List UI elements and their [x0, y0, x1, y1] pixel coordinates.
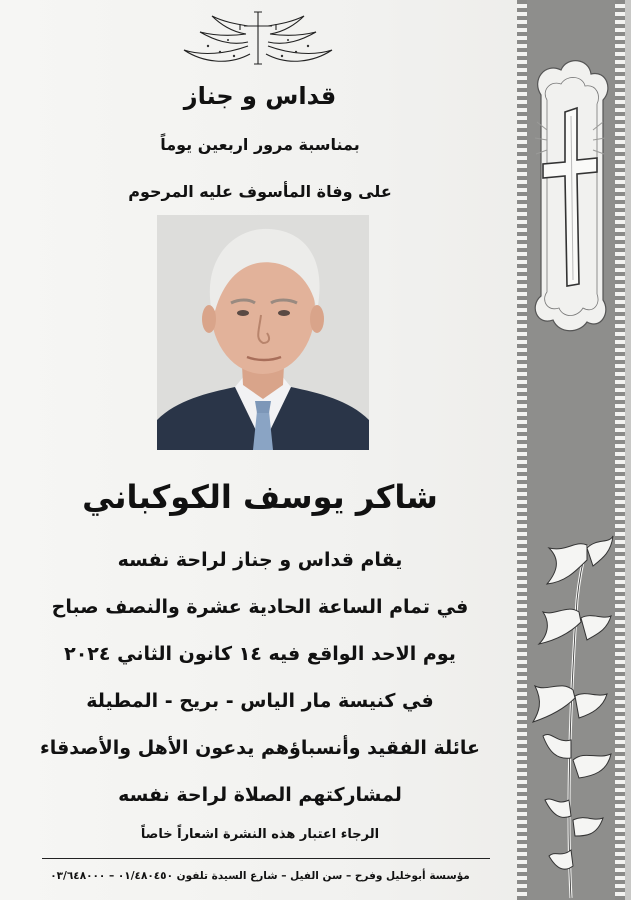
footer-divider: [42, 858, 490, 859]
mass-time: في تمام الساعة الحادية عشرة والنصف صباح: [51, 596, 469, 618]
deceased-name: شاكر يوسف الكوكباني: [82, 478, 438, 516]
side-border-stripe-right: [615, 0, 625, 900]
prayer-line: لمشاركتهم الصلاة لراحة نفسه: [118, 784, 402, 806]
footer-funeral-home: مؤسسة أبوخليل وفرح – سن الفيل – شارع السيدة تلفون ٠١/٤٨٠٤٥٠ – ٠٣/٦٤٨٠٠٠: [50, 870, 470, 882]
family-invitation: عائلة الفقيد وأنسباؤهم يدعون الأهل والأصدقاء: [40, 737, 480, 759]
subtitle-deceased: على وفاة المأسوف عليه المرحوم: [128, 182, 392, 201]
cross-ornament-icon: [178, 6, 338, 70]
portrait-photo: [157, 215, 369, 450]
mass-date: يوم الاحد الواقع فيه ١٤ كانون الثاني ٢٠٢٤: [64, 643, 456, 665]
cross-icon: [535, 61, 608, 331]
notice-line: الرجاء اعتبار هذه النشرة اشعاراً خاصاً: [140, 827, 380, 842]
lily-icon: [533, 536, 613, 898]
mass-location: في كنيسة مار الياس - بريح - المطيلة: [86, 690, 434, 712]
side-ornaments: [527, 0, 615, 900]
title: قداس و جناز: [183, 82, 337, 110]
mass-announcement: يقام قداس و جناز لراحة نفسه: [117, 549, 403, 571]
subtitle-occasion: بمناسبة مرور اربعين يوماً: [160, 135, 360, 154]
